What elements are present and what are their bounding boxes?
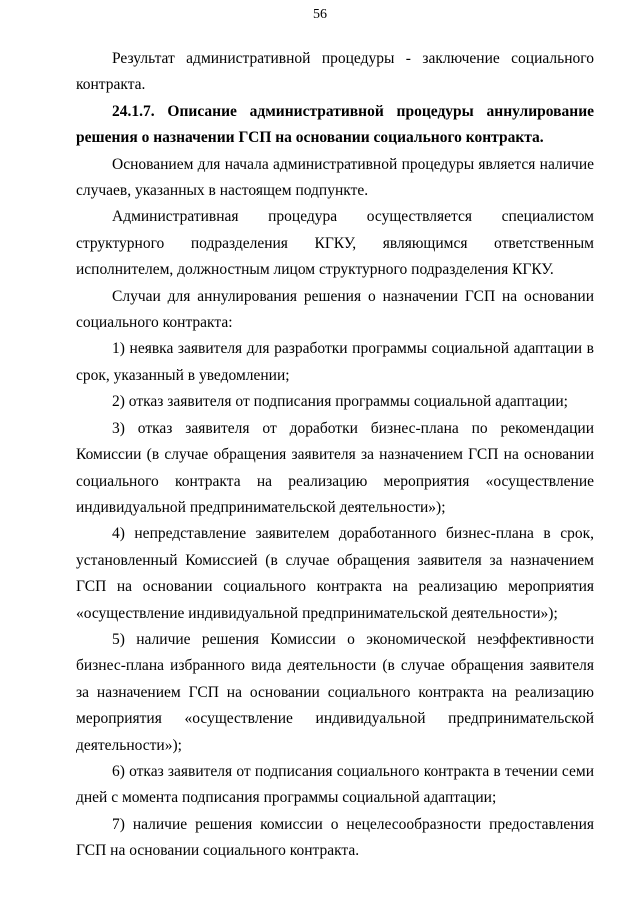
cases-intro-paragraph: Случаи для аннулирования решения о назначении ГСП на основании социального контракта: xyxy=(76,287,594,332)
procedure-basis-paragraph: Основанием для начала административной процедуры является наличие случаев, указанных в настоящем подпункте. xyxy=(76,155,594,200)
list-item: 7) наличие решения комиссии о нецелесообразности предоставления ГСП на основании социального контракта. xyxy=(76,815,594,860)
list-item: 1) неявка заявителя для разработки программы социальной адаптации в срок, указанный в уведомлении; xyxy=(76,340,594,384)
page-number: 56 xyxy=(313,7,327,22)
list-item: 4) непредставление заявителем доработанного бизнес-плана в срок, установленный Комиссией (в случае обращения заявителя за назначением ГСП на основании социального контракта на реализацию мероприятия «осуществление индивидуальной предпринимательской деятельности»); xyxy=(76,525,594,622)
procedure-executor-paragraph: Административная процедура осуществляется специалистом структурного подразделения КГКУ, являющимся ответственным исполнителем, должностным лицом структурного подразделения КГКУ. xyxy=(76,208,594,279)
list-item: 6) отказ заявителя от подписания социального контракта в течении семи дней с момента подписания программы социальной адаптации; xyxy=(76,762,594,807)
list-item: 3) отказ заявителя от доработки бизнес-плана по рекомендации Комиссии (в случае обращения заявителя за назначением ГСП на основании социального контракта на реализацию мероприятия «осуществление индивидуальной предпринимательской деятельности»); xyxy=(76,419,594,516)
document-body xyxy=(76,46,594,865)
list-item: 5) наличие решения Комиссии о экономической неэффективности бизнес-плана избранного вида деятельности (в случае обращения заявителя за назначением ГСП на основании социального контракта на реализацию мероприятия «осуществление индивидуальной предпринимательской деятельности»); xyxy=(76,630,594,754)
procedure-result-paragraph: Результат административной процедуры - заключение социального контракта. xyxy=(76,50,594,94)
list-item: 2) отказ заявителя от подписания программы социальной адаптации; xyxy=(112,393,568,411)
section-heading: 24.1.7. Описание административной процедуры аннулирование решения о назначении ГСП на основании социального контракта. xyxy=(76,102,594,147)
